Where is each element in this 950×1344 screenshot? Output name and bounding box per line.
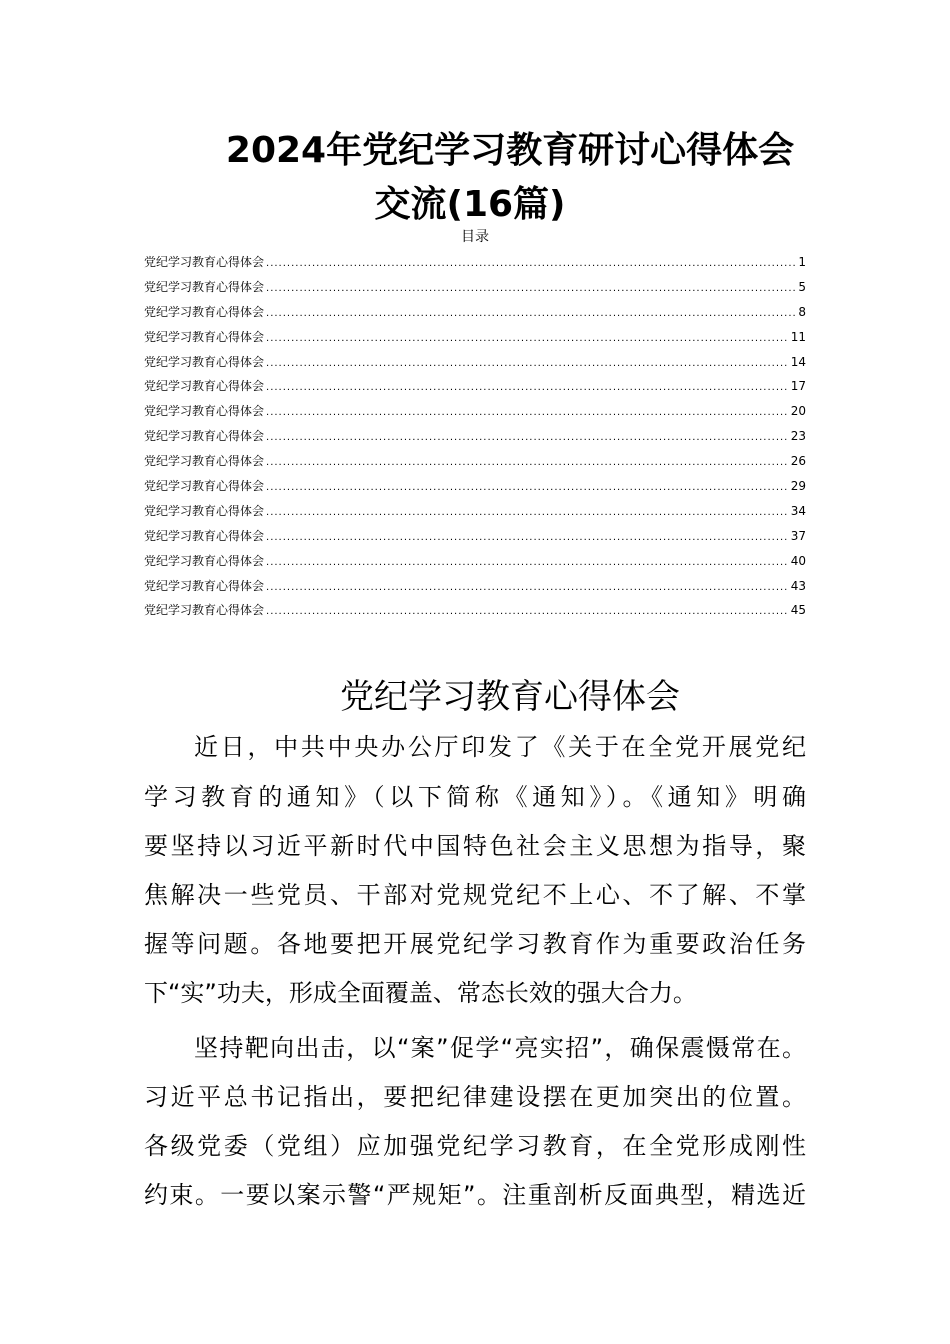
toc-entry-page: 14	[790, 354, 806, 369]
toc-leader-dots	[266, 352, 789, 377]
toc-entry-page: 26	[790, 454, 806, 469]
toc-entry[interactable]	[144, 474, 806, 499]
toc-leader-dots	[266, 401, 789, 426]
toc-entry[interactable]	[144, 424, 806, 449]
toc-entry-page: 8	[798, 304, 806, 319]
toc-entry-label: 党纪学习教育心得体会	[144, 379, 265, 394]
toc-entry[interactable]	[144, 300, 806, 325]
toc-leader-dots	[266, 551, 789, 576]
toc-leader-dots	[266, 426, 789, 451]
toc-entry-label: 党纪学习教育心得体会	[144, 329, 265, 344]
body-text-line: 各级党委（党组）应加强党纪学习教育，在全党形成刚性	[144, 1132, 806, 1160]
toc-entry[interactable]	[144, 325, 806, 350]
body-text-line: 约束。一要以案示警“严规矩”。注重剖析反面典型，精选近	[144, 1181, 806, 1209]
toc-entry-page: 5	[798, 279, 806, 294]
body-text-line: 习近平总书记指出，要把纪律建设摆在更加突出的位置。	[144, 1083, 806, 1111]
toc-entry[interactable]	[144, 549, 806, 574]
document-title-line1: 2024年党纪学习教育研讨心得体会	[225, 130, 795, 171]
toc-leader-dots	[266, 576, 789, 601]
body-text-line: 下“实”功夫，形成全面覆盖、常态长效的强大合力。	[144, 979, 697, 1007]
toc-entry[interactable]	[144, 524, 806, 549]
toc-entry-page: 43	[790, 578, 806, 593]
body-text-line: 近日，中共中央办公厅印发了《关于在全党开展党纪	[194, 733, 806, 761]
toc-leader-dots	[266, 376, 789, 401]
table-of-contents	[144, 250, 806, 623]
document-title-line2: 交流(16篇)	[374, 184, 566, 225]
toc-leader-dots	[266, 501, 789, 526]
toc-entry-page: 29	[790, 479, 806, 494]
toc-entry[interactable]	[144, 350, 806, 375]
toc-leader-dots	[266, 327, 789, 352]
body-text-line: 要坚持以习近平新时代中国特色社会主义思想为指导，聚	[144, 832, 806, 860]
body-text-line: 学习教育的通知》（以下简称《通知》）。《通知》明确	[144, 783, 806, 811]
toc-entry-page: 45	[790, 603, 806, 618]
toc-entry[interactable]	[144, 598, 806, 623]
toc-entry[interactable]	[144, 449, 806, 474]
toc-leader-dots	[266, 451, 789, 476]
toc-entry-page: 37	[790, 528, 806, 543]
toc-entry[interactable]	[144, 250, 806, 275]
toc-entry-label: 党纪学习教育心得体会	[144, 255, 265, 269]
toc-leader-dots	[266, 476, 789, 501]
toc-entry-page: 40	[790, 553, 806, 568]
toc-leader-dots	[266, 600, 789, 625]
toc-entry[interactable]	[144, 499, 806, 524]
toc-entry-label: 党纪学习教育心得体会	[144, 429, 265, 444]
toc-leader-dots	[266, 277, 796, 302]
toc-entry-page: 20	[790, 404, 806, 419]
section-title: 党纪学习教育心得体会	[340, 677, 680, 717]
toc-entry-label: 党纪学习教育心得体会	[144, 304, 265, 319]
toc-entry-page: 1	[798, 255, 806, 269]
toc-entry-label: 党纪学习教育心得体会	[144, 553, 265, 568]
toc-heading: 目录	[461, 229, 489, 245]
toc-entry-label: 党纪学习教育心得体会	[144, 404, 265, 419]
toc-entry-page: 11	[790, 329, 806, 344]
body-text-line: 握等问题。各地要把开展党纪学习教育作为重要政治任务	[144, 930, 806, 958]
toc-entry-page: 17	[790, 379, 806, 394]
toc-entry-label: 党纪学习教育心得体会	[144, 279, 265, 294]
toc-entry-label: 党纪学习教育心得体会	[144, 603, 265, 618]
toc-leader-dots	[266, 252, 796, 277]
toc-leader-dots	[266, 526, 789, 551]
toc-entry[interactable]	[144, 399, 806, 424]
toc-entry-label: 党纪学习教育心得体会	[144, 454, 265, 469]
toc-entry-page: 23	[790, 429, 806, 444]
toc-entry-label: 党纪学习教育心得体会	[144, 503, 265, 518]
toc-entry[interactable]	[144, 374, 806, 399]
toc-entry-page: 34	[790, 503, 806, 518]
toc-leader-dots	[266, 302, 796, 327]
toc-entry-label: 党纪学习教育心得体会	[144, 528, 265, 543]
body-text-line: 焦解决一些党员、干部对党规党纪不上心、不了解、不掌	[144, 881, 806, 909]
toc-entry-label: 党纪学习教育心得体会	[144, 354, 265, 369]
toc-entry[interactable]	[144, 574, 806, 599]
body-text-line: 坚持靶向出击，以“案”促学“亮实招”，确保震慑常在。	[194, 1034, 806, 1062]
toc-entry-label: 党纪学习教育心得体会	[144, 479, 265, 494]
toc-entry-label: 党纪学习教育心得体会	[144, 578, 265, 593]
toc-entry[interactable]	[144, 275, 806, 300]
